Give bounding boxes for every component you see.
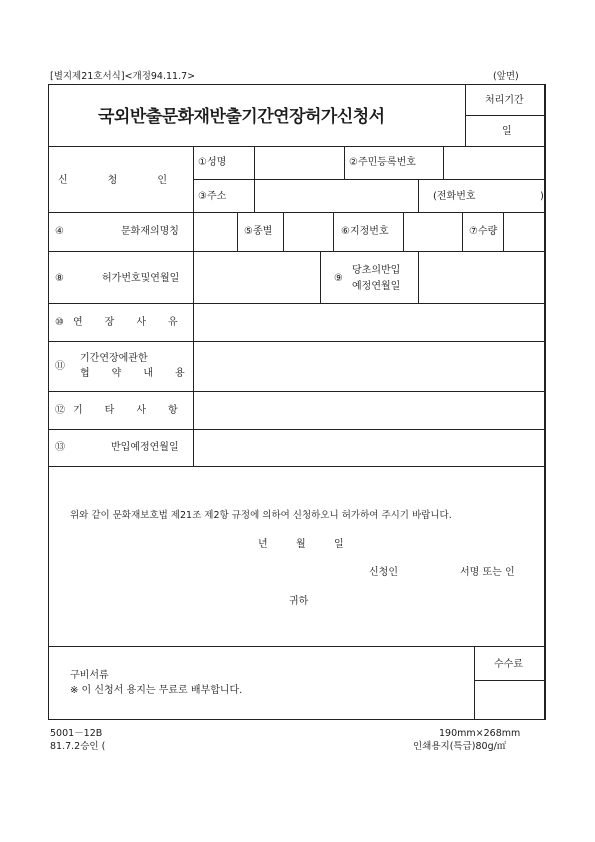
reason-number: ⑩ [55, 317, 64, 328]
item-name-field[interactable] [195, 214, 235, 249]
original-return-field[interactable] [420, 253, 543, 301]
permit-number: ⑧ [55, 273, 64, 284]
signature-label: 서명 또는 인 [460, 567, 515, 578]
processing-period-label: 처리기간 [485, 95, 524, 106]
agreement-field[interactable] [195, 343, 543, 389]
phone-label: (전화번호 [433, 191, 476, 202]
other-label: 기타사항 [73, 405, 200, 416]
form-title: 국외반출문화재반출기간연장허가신청서 [98, 107, 385, 127]
kind-field[interactable] [285, 214, 331, 249]
original-return-label-line1: 당초의반입 [352, 265, 401, 276]
applicant-sign-label: 신청인 [369, 567, 398, 578]
page-side-label: (앞면) [493, 71, 519, 82]
fee-field[interactable] [476, 682, 543, 717]
name-label: ①성명 [198, 157, 227, 168]
application-statement: 위와 같이 문화재보호법 제21조 제2항 규정에 의하여 신청하오니 허가하여 주시기 바랍니다. [70, 510, 452, 521]
address-label: ③주소 [198, 191, 227, 202]
return-number: ⑬ [55, 442, 65, 453]
free-distribution-note: ※ 이 신청서 용지는 무료로 배부합니다. [70, 685, 243, 696]
reason-label: 연장사유 [73, 317, 200, 328]
return-label: 반입예정연월일 [111, 442, 179, 453]
kind-label: ⑤종별 [244, 226, 273, 237]
approval-date: 81.7.2승인 ( [50, 741, 106, 752]
resident-number-field[interactable] [445, 148, 543, 177]
quantity-label: ⑦수량 [469, 226, 498, 237]
phone-field[interactable] [490, 181, 538, 210]
original-return-label-line2: 예정연월일 [352, 281, 401, 292]
applicant-section-label: 신청인 [58, 175, 207, 186]
day-label: 일 [334, 539, 344, 550]
phone-close-paren: ) [540, 191, 544, 202]
agreement-number: ⑪ [55, 361, 65, 372]
processing-period-value: 일 [502, 126, 512, 137]
month-label: 월 [296, 539, 306, 550]
form-code: 5001－12B [50, 728, 103, 739]
address-field[interactable] [256, 181, 416, 210]
item-number: ④ [55, 226, 64, 237]
original-return-number: ⑨ [334, 273, 343, 284]
return-field[interactable] [195, 431, 543, 464]
resident-number-label: ②주민등록번호 [349, 157, 416, 168]
other-number: ⑫ [55, 405, 65, 416]
year-label: 년 [258, 539, 268, 550]
permit-field[interactable] [195, 253, 318, 301]
reason-field[interactable] [195, 305, 543, 339]
designation-field[interactable] [405, 214, 460, 249]
agreement-label-line2: 협약내용 [80, 368, 207, 379]
quantity-field[interactable] [505, 214, 543, 249]
paper-size: 190mm×268mm [439, 728, 521, 739]
applicant-sign-field[interactable] [405, 560, 455, 580]
name-field[interactable] [256, 148, 342, 177]
agreement-label-line1: 기간연장에관한 [80, 353, 148, 364]
paper-spec: 인쇄용지(특급)80g/㎡ [413, 741, 507, 752]
form-reference: [별지제21호서식]<개정94.11.7> [50, 71, 196, 82]
other-field[interactable] [195, 393, 543, 427]
required-documents-label: 구비서류 [70, 670, 109, 681]
designation-label: ⑥지정번호 [341, 226, 389, 237]
addressee-label: 귀하 [289, 596, 309, 607]
item-name-label: 문화재의명칭 [121, 226, 179, 237]
permit-label: 허가번호및연월일 [102, 273, 180, 284]
fee-label: 수수료 [494, 659, 523, 670]
